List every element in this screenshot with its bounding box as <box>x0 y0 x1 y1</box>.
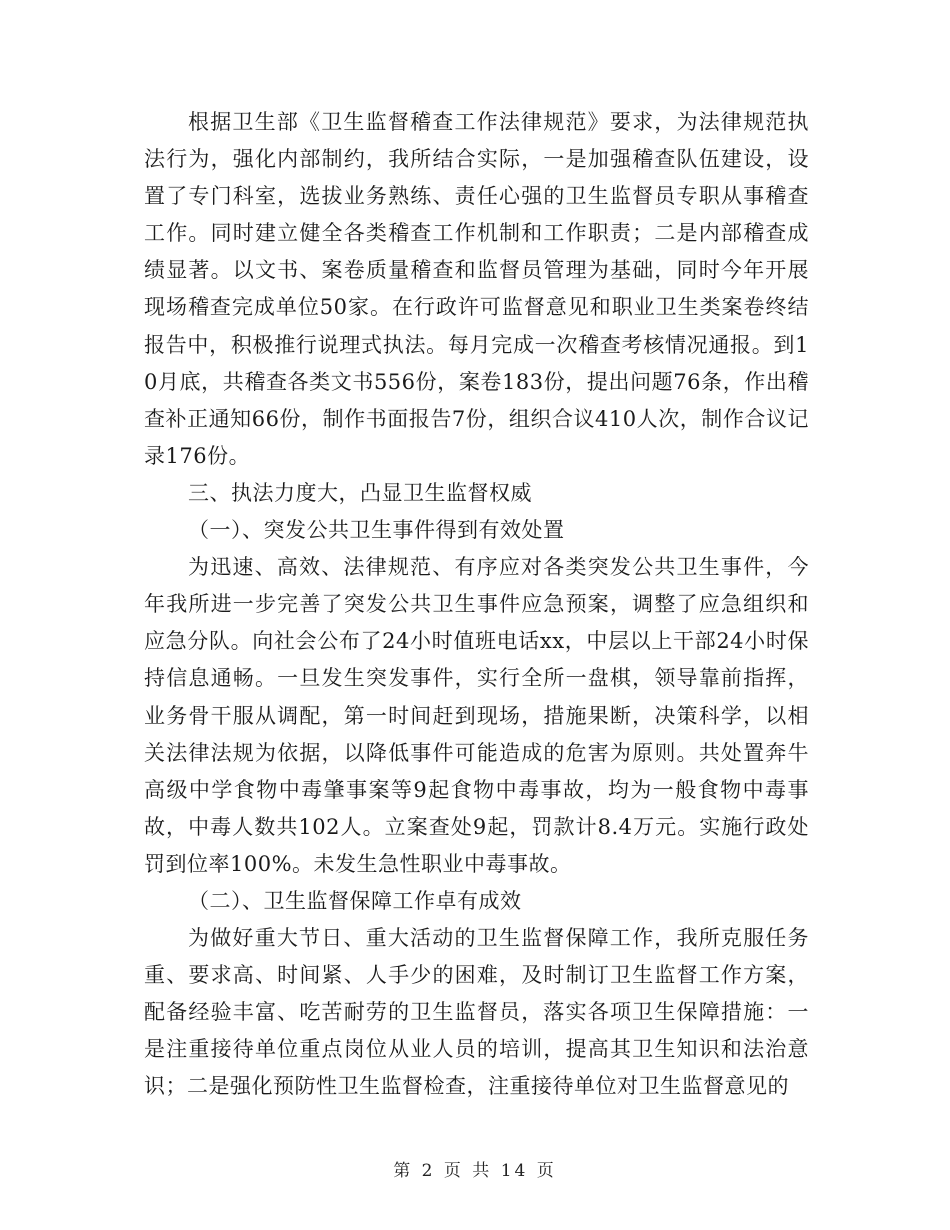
paragraph-inspection-work: 根据卫生部《卫生监督稽查工作法律规范》要求，为法律规范执法行为，强化内部制约，我所结合实际，一是加强稽查队伍建设，设置了专门科室，选拔业务熟练、责任心强的卫生监督员专职从事稽查工作。同时建立健全各类稽查工作机制和工作职责；二是内部稽查成绩显著。以文书、案卷质量稽查和监督员管理为基础，同时今年开展现场稽查完成单位50家。在行政许可监督意见和职业卫生类案卷终结报告中，积极推行说理式执法。每月完成一次稽查考核情况通报。到10月底，共稽查各类文书556份，案卷183份，提出问题76条，作出稽查补正通知66份，制作书面报告7份，组织合议410人次，制作合议记录176份。 <box>144 110 809 468</box>
document-body <box>144 104 809 1106</box>
page-footer: 第 2 页 共 14 页 <box>393 1161 557 1181</box>
paragraph-supervision-guarantee: 为做好重大节日、重大活动的卫生监督保障工作，我所克服任务重、要求高、时间紧、人手少的困难，及时制订卫生监督工作方案，配备经验丰富、吃苦耐劳的卫生监督员，落实各项卫生保障措施：一是注重接待单位重点岗位从业人员的培训，提高其卫生知识和法治意识；二是强化预防性卫生监督检查，注重接待单位对卫生监督意见的 <box>144 926 809 1099</box>
subsection-heading-supervision-guarantee: （二）、卫生监督保障工作卓有成效 <box>188 888 522 913</box>
subsection-heading-public-health-emergencies: （一）、突发公共卫生事件得到有效处置 <box>188 518 565 543</box>
paragraph-emergency-response: 为迅速、高效、法律规范、有序应对各类突发公共卫生事件，今年我所进一步完善了突发公共卫生事件应急预案，调整了应急组织和应急分队。向社会公布了24小时值班电话xx，中层以上干部24小时保持信息通畅。一旦发生突发事件，实行全所一盘棋，领导靠前指挥，业务骨干服从调配，第一时间赶到现场，措施果断，决策科学，以相关法律法规为依据，以降低事件可能造成的危害为原则。共处置奔牛高级中学食物中毒肇事案等9起食物中毒事故，均为一般食物中毒事故，中毒人数共102人。立案查处9起，罚款计8.4万元。实施行政处罚到位率100%。未发生急性职业中毒事故。 <box>144 555 809 876</box>
section-heading-law-enforcement: 三、执法力度大，凸显卫生监督权威 <box>188 480 532 505</box>
